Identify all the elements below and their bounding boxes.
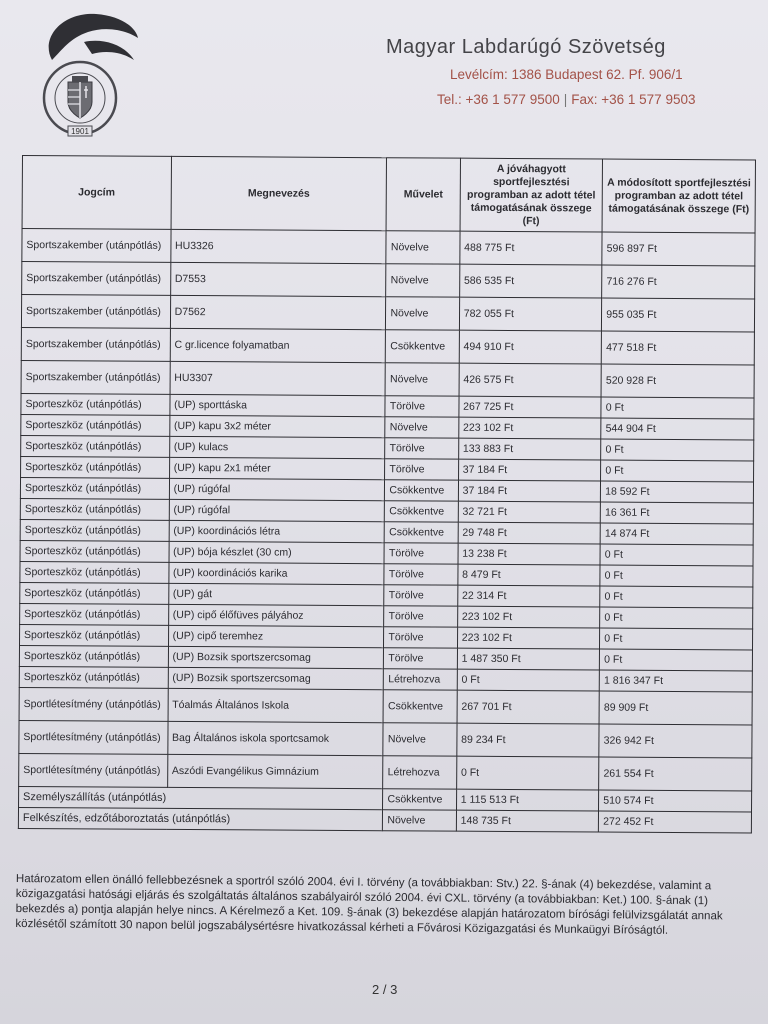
table-row	[22, 229, 755, 266]
cell-muvelet: Törölve	[385, 459, 458, 480]
cell-approved-amount: 0 Ft	[456, 756, 599, 790]
cell-muvelet: Csökkentve	[385, 480, 458, 501]
cell-muvelet: Létrehozva	[384, 669, 457, 690]
cell-jogcim: Sportlétesítmény (utánpótlás)	[19, 720, 168, 754]
cell-megnevezes: (UP) cipő teremhez	[168, 625, 384, 647]
cell-modified-amount: 1 816 347 Ft	[599, 670, 752, 692]
cell-megnevezes: HU3326	[170, 229, 386, 263]
cell-muvelet: Csökkentve	[385, 522, 458, 543]
header-muvelet: Művelet	[386, 158, 460, 231]
cell-modified-amount: 0 Ft	[601, 460, 754, 482]
table-row	[19, 720, 752, 757]
cell-modified-amount: 955 035 Ft	[602, 298, 755, 332]
cell-modified-amount: 272 452 Ft	[599, 811, 752, 833]
cell-muvelet: Növelve	[383, 723, 456, 756]
cell-muvelet: Csökkentve	[383, 690, 456, 723]
summary-row	[18, 807, 751, 832]
cell-modified-amount: 0 Ft	[600, 649, 753, 671]
header-modified-amount: A módosított sportfejlesztési programban az adott tétel támogatásának összege (Ft)	[602, 159, 755, 233]
cell-modified-amount: 0 Ft	[600, 565, 753, 587]
cell-muvelet: Csökkentve	[385, 501, 458, 522]
cell-muvelet: Törölve	[384, 606, 457, 627]
cell-modified-amount: 0 Ft	[600, 628, 753, 650]
cell-muvelet: Törölve	[385, 396, 458, 417]
organization-address: Levélcím: 1386 Budapest 62. Pf. 906/1	[450, 67, 683, 82]
cell-jogcim: Sporteszköz (utánpótlás)	[21, 435, 170, 457]
cell-modified-amount: 0 Ft	[600, 586, 753, 608]
cell-modified-amount: 716 276 Ft	[602, 265, 755, 299]
cell-megnevezes: (UP) sporttáska	[170, 394, 386, 416]
cell-jogcim: Sporteszköz (utánpótlás)	[20, 561, 169, 583]
cell-approved-amount: 267 725 Ft	[459, 396, 602, 418]
cell-muvelet: Törölve	[384, 564, 457, 585]
fax-number: Fax: +36 1 577 9503	[571, 92, 696, 107]
cell-muvelet: Növelve	[386, 231, 459, 264]
cell-modified-amount: 596 897 Ft	[602, 232, 755, 266]
cell-jogcim: Sportszakember (utánpótlás)	[22, 229, 171, 263]
cell-modified-amount: 18 592 Ft	[601, 481, 754, 503]
cell-jogcim: Sportszakember (utánpótlás)	[21, 295, 170, 329]
cell-approved-amount: 223 102 Ft	[459, 417, 602, 439]
cell-approved-amount: 37 184 Ft	[458, 459, 601, 481]
cell-approved-amount: 782 055 Ft	[459, 297, 602, 331]
cell-modified-amount: 326 942 Ft	[599, 724, 752, 758]
legal-notice: Határozatom ellen önálló fellebbezésnek a sportról szóló 2004. évi I. törvény (a továbbiakban: Stv.) 22. §-ának (4) bekezdése, valamint a közigazgatási hatósági eljárás és szolgáltatás általános szabályairól szóló 2004. évi CXL. törvény (a továbbiakban: Ket.) 100. §-ának (1) bekezdés a) pontja alapján helye nincs. A Kérelmező a Ket. 109. §-ának (3) bekezdése alapján határozatom bírósági felülvizsgálatát annak közlésétől számított 30 napon belül jogszabálysértésre hivatkozással kérheti a Fővárosi Közigazgatási és Munkaügyi Bíróságtól.	[15, 872, 723, 937]
cell-muvelet: Törölve	[385, 438, 458, 459]
cell-jogcim: Sporteszköz (utánpótlás)	[20, 498, 169, 520]
svg-text:1901: 1901	[71, 127, 89, 136]
header-approved-amount: A jóváhagyott sportfejlesztési programban az adott tétel támogatásának összege (Ft)	[460, 158, 603, 232]
cell-modified-amount: 0 Ft	[600, 544, 753, 566]
header-megnevezes: Megnevezés	[171, 156, 387, 230]
cell-muvelet: Csökkentve	[383, 789, 456, 810]
cell-muvelet: Létrehozva	[383, 756, 456, 789]
cell-megnevezes: C gr.licence folyamatban	[170, 328, 386, 362]
cell-megnevezes: (UP) kapu 2x1 méter	[169, 457, 385, 479]
cell-approved-amount: 22 314 Ft	[457, 585, 600, 607]
table-row	[21, 360, 754, 397]
cell-approved-amount: 13 238 Ft	[458, 543, 601, 565]
header-jogcim: Jogcím	[22, 156, 171, 230]
cell-megnevezes: (UP) cipő élőfüves pályához	[168, 604, 384, 626]
cell-jogcim: Sportszakember (utánpótlás)	[21, 327, 170, 361]
cell-muvelet: Törölve	[384, 585, 457, 606]
cell-approved-amount: 223 102 Ft	[457, 627, 600, 649]
cell-approved-amount: 8 479 Ft	[458, 564, 601, 586]
cell-approved-amount: 0 Ft	[457, 669, 600, 691]
cell-megnevezes: (UP) rúgófal	[169, 499, 385, 521]
cell-modified-amount: 89 909 Ft	[599, 691, 752, 725]
cell-modified-amount: 0 Ft	[601, 397, 754, 419]
cell-megnevezes: Aszódi Evangélikus Gimnázium	[167, 754, 383, 788]
cell-approved-amount: 488 775 Ft	[460, 231, 603, 265]
cell-approved-amount: 223 102 Ft	[457, 606, 600, 628]
cell-modified-amount: 261 554 Ft	[599, 757, 752, 791]
cell-jogcim: Felkészítés, edzőtáboroztatás (utánpótlás)	[18, 807, 383, 830]
cell-muvelet: Törölve	[384, 648, 457, 669]
cell-modified-amount: 520 928 Ft	[601, 364, 754, 398]
cell-approved-amount: 32 721 Ft	[458, 501, 601, 523]
cell-jogcim: Sporteszköz (utánpótlás)	[20, 519, 169, 541]
cell-modified-amount: 510 574 Ft	[599, 790, 752, 812]
cell-megnevezes: (UP) gát	[168, 583, 384, 605]
cell-megnevezes: (UP) bója készlet (30 cm)	[169, 541, 385, 563]
cell-jogcim: Sporteszköz (utánpótlás)	[21, 414, 170, 436]
cell-jogcim: Sporteszköz (utánpótlás)	[19, 645, 168, 667]
table-body	[18, 229, 755, 833]
cell-muvelet: Növelve	[383, 810, 456, 831]
cell-jogcim: Sporteszköz (utánpótlás)	[19, 666, 168, 688]
cell-megnevezes: D7562	[170, 295, 386, 329]
page-number: 2 / 3	[372, 982, 398, 997]
organization-contact: Tel.: +36 1 577 9500 | Fax: +36 1 577 9503	[437, 92, 696, 107]
cell-approved-amount: 133 883 Ft	[458, 438, 601, 460]
cell-approved-amount: 1 487 350 Ft	[457, 648, 600, 670]
cell-jogcim: Sportszakember (utánpótlás)	[21, 360, 170, 394]
cell-megnevezes: HU3307	[170, 361, 386, 395]
cell-jogcim: Sporteszköz (utánpótlás)	[20, 603, 169, 625]
cell-muvelet: Növelve	[386, 264, 459, 297]
cell-approved-amount: 148 735 Ft	[456, 810, 599, 832]
table-row	[19, 687, 752, 724]
cell-jogcim: Sporteszköz (utánpótlás)	[20, 477, 169, 499]
cell-approved-amount: 494 910 Ft	[459, 330, 602, 364]
table-row	[19, 753, 752, 790]
cell-jogcim: Sporteszköz (utánpótlás)	[20, 582, 169, 604]
cell-modified-amount: 0 Ft	[601, 439, 754, 461]
cell-modified-amount: 544 904 Ft	[601, 418, 754, 440]
cell-megnevezes: (UP) kapu 3x2 méter	[169, 415, 385, 437]
phone-number: Tel.: +36 1 577 9500	[437, 92, 560, 107]
cell-approved-amount: 89 234 Ft	[457, 723, 600, 757]
table-row	[21, 327, 754, 364]
cell-muvelet: Törölve	[384, 543, 457, 564]
cell-approved-amount: 267 701 Ft	[457, 690, 600, 724]
cell-approved-amount: 586 535 Ft	[459, 264, 602, 298]
cell-muvelet: Növelve	[385, 417, 458, 438]
table-row	[21, 295, 754, 332]
organization-name: Magyar Labdarúgó Szövetség	[386, 36, 666, 58]
cell-jogcim: Sportlétesítmény (utánpótlás)	[19, 753, 168, 787]
cell-megnevezes: Tóalmás Általános Iskola	[168, 688, 384, 722]
cell-jogcim: Sporteszköz (utánpótlás)	[20, 624, 169, 646]
cell-jogcim: Sportlétesítmény (utánpótlás)	[19, 687, 168, 721]
cell-megnevezes: (UP) koordinációs létra	[169, 520, 385, 542]
cell-muvelet: Törölve	[384, 627, 457, 648]
cell-approved-amount: 1 115 513 Ft	[456, 789, 599, 811]
cell-modified-amount: 477 518 Ft	[601, 331, 754, 365]
cell-megnevezes: Bag Általános iskola sportcsamok	[167, 721, 383, 755]
cell-approved-amount: 426 575 Ft	[459, 363, 602, 397]
cell-jogcim: Sporteszköz (utánpótlás)	[20, 540, 169, 562]
cell-muvelet: Növelve	[386, 297, 459, 330]
cell-jogcim: Sporteszköz (utánpótlás)	[21, 393, 170, 415]
cell-modified-amount: 16 361 Ft	[601, 502, 754, 524]
cell-megnevezes: (UP) Bozsik sportszercsomag	[168, 646, 384, 668]
table-header-row	[22, 156, 755, 233]
cell-muvelet: Növelve	[385, 363, 458, 396]
cell-megnevezes: (UP) koordinációs karika	[169, 562, 385, 584]
cell-megnevezes: D7553	[170, 262, 386, 296]
cell-approved-amount: 29 748 Ft	[458, 522, 601, 544]
cell-jogcim: Személyszállítás (utánpótlás)	[19, 786, 384, 809]
program-change-table	[18, 155, 756, 833]
cell-approved-amount: 37 184 Ft	[458, 480, 601, 502]
cell-megnevezes: (UP) Bozsik sportszercsomag	[168, 667, 384, 689]
cell-modified-amount: 0 Ft	[600, 607, 753, 629]
cell-jogcim: Sportszakember (utánpótlás)	[22, 262, 171, 296]
cell-jogcim: Sporteszköz (utánpótlás)	[21, 456, 170, 478]
cell-megnevezes: (UP) rúgófal	[169, 478, 385, 500]
cell-megnevezes: (UP) kulacs	[169, 436, 385, 458]
cell-muvelet: Csökkentve	[386, 330, 459, 363]
table-row	[22, 262, 755, 299]
cell-modified-amount: 14 874 Ft	[600, 523, 753, 545]
mlsz-logo	[22, 8, 140, 140]
